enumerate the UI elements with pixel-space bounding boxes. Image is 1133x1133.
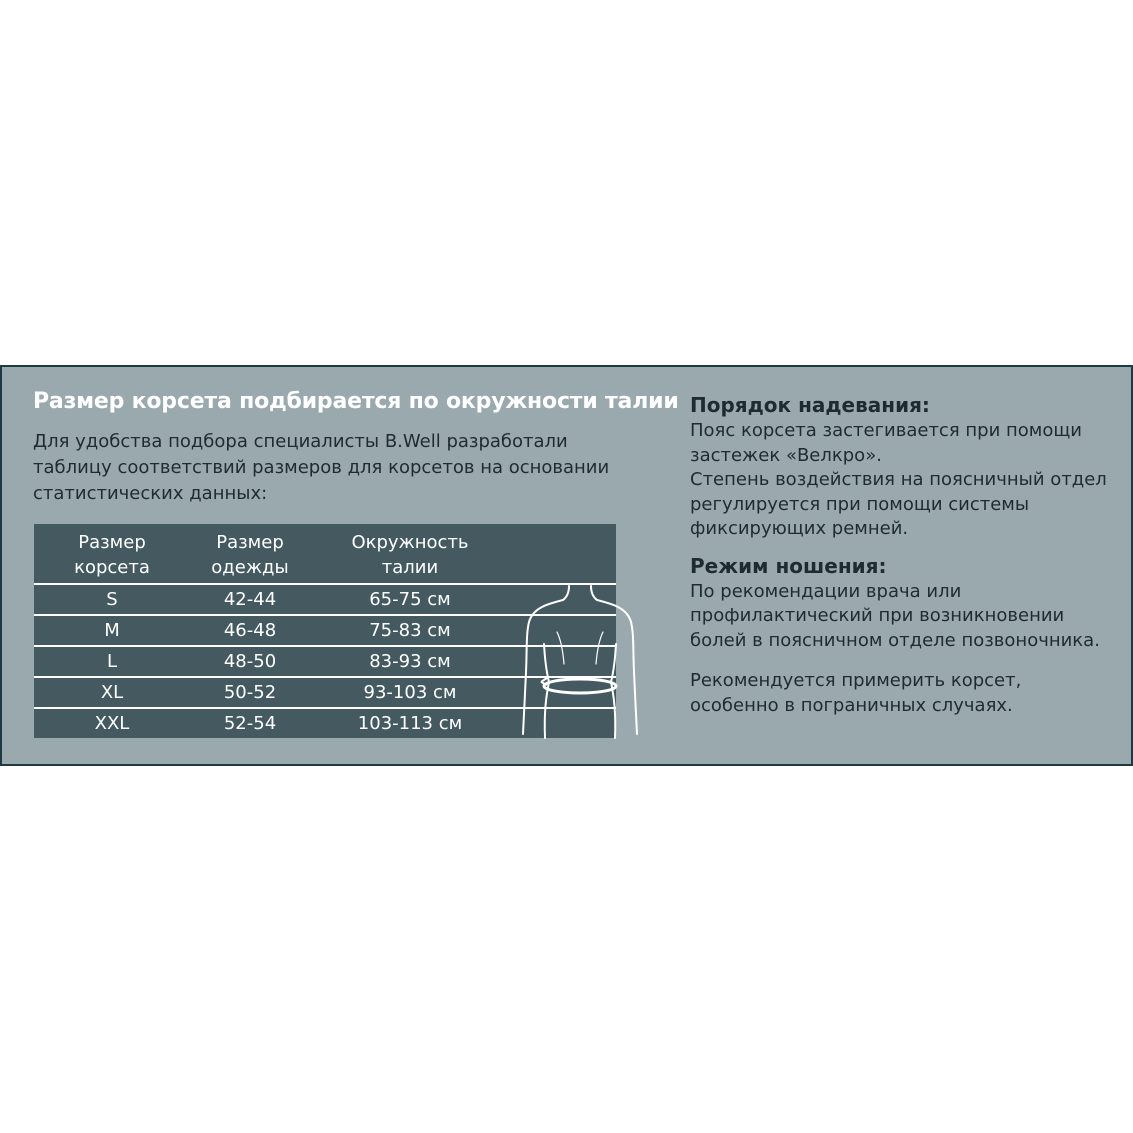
- cell-waist: 83-93 см: [369, 651, 451, 672]
- wearing-mode-heading: Режим ношения:: [690, 553, 887, 578]
- header-clothing-size: [190, 530, 310, 580]
- intro-line: таблицу соответствий размеров для корсетов на основании: [33, 457, 610, 478]
- text-line: Рекомендуется примерить корсет,: [690, 670, 1022, 691]
- cell-waist: 65-75 см: [369, 589, 451, 610]
- header-line: Размер: [78, 532, 146, 553]
- text-line: застежек «Велкро».: [690, 444, 882, 466]
- text-line: регулируется при помощи системы: [690, 493, 1030, 515]
- text-line: особенно в пограничных случаях.: [690, 694, 1013, 716]
- cell-waist: 75-83 см: [369, 620, 451, 641]
- table-header: [34, 524, 616, 585]
- instructions-column: [690, 391, 1120, 718]
- header-line: Размер: [216, 532, 284, 553]
- cell-corset-size: XXL: [94, 713, 130, 734]
- cell-corset-size: S: [106, 589, 118, 610]
- cell-clothing-size: 52-54: [223, 713, 277, 734]
- intro-line: Для удобства подбора специалисты B.Well разработали: [33, 431, 568, 452]
- text-line: Степень воздействия на поясничный отдел: [690, 469, 1107, 490]
- cell-corset-size: L: [106, 651, 118, 672]
- header-line: корсета: [74, 557, 150, 578]
- fitting-note: [690, 669, 1120, 718]
- cell-clothing-size: 42-44: [223, 589, 277, 610]
- cell-corset-size: M: [104, 620, 120, 641]
- wearing-order-heading: Порядок надевания:: [690, 393, 930, 417]
- intro-line: статистических данных:: [33, 483, 268, 504]
- cell-clothing-size: 50-52: [223, 682, 277, 703]
- header-line: одежды: [211, 557, 289, 578]
- cell-waist: 93-103 см: [363, 682, 457, 703]
- text-line: профилактический при возникновении: [690, 605, 1065, 626]
- size-guide-title: Размер корсета подбирается по окружности талии: [33, 389, 679, 414]
- header-corset-size: [34, 530, 190, 580]
- text-line: фиксирующих ремней.: [690, 518, 909, 539]
- header-waist-circumference: [310, 530, 510, 580]
- text-line: По рекомендации врача или: [690, 580, 962, 602]
- wearing-mode-text: [690, 580, 1120, 654]
- text-line: болей в поясничном отделе позвоночника.: [690, 629, 1100, 651]
- size-guide-panel: [0, 365, 1133, 766]
- wearing-order-text: [690, 419, 1120, 542]
- text-line: Пояс корсета застегивается при помощи: [690, 420, 1083, 441]
- intro-text: [33, 429, 633, 507]
- cell-corset-size: XL: [100, 682, 124, 703]
- cell-clothing-size: 46-48: [223, 620, 277, 641]
- header-line: Окружность: [351, 532, 469, 553]
- header-line: талии: [381, 557, 439, 578]
- cell-clothing-size: 48-50: [223, 651, 277, 672]
- body-silhouette-waist-measure-icon: [517, 582, 647, 742]
- cell-waist: 103-113 см: [357, 713, 463, 734]
